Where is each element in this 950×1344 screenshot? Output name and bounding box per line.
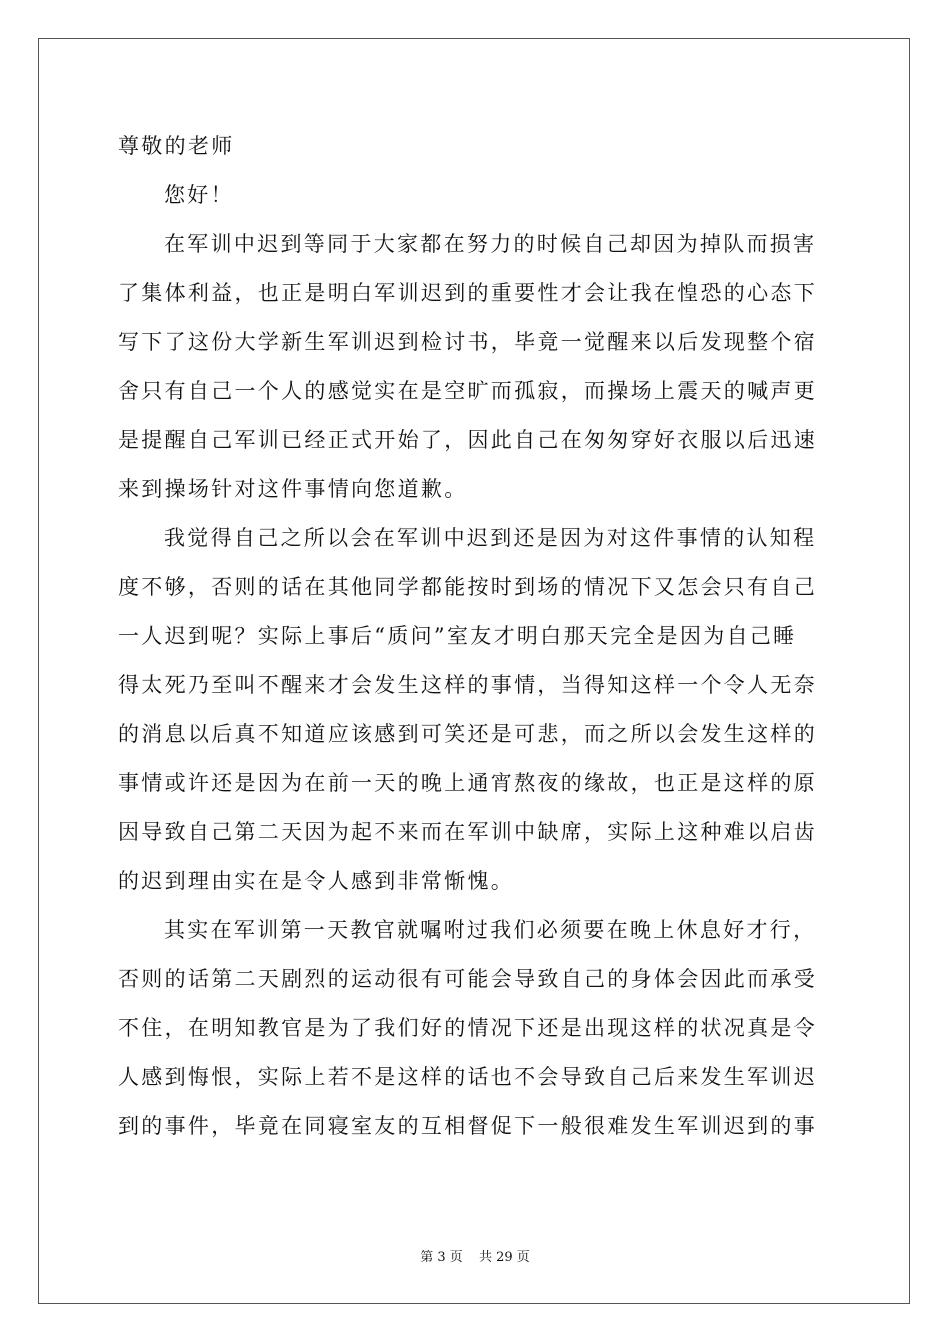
text-line: 一人迟到呢？实际上事后“质问”室友才明白那天完全是因为自己睡 [118, 624, 797, 648]
text-line: 人感到悔恨，实际上若不是这样的话也不会导致自己后来发生军训迟 [118, 1065, 817, 1089]
text-line: 得太死乃至叫不醒来才会发生这样的事情，当得知这样一个令人无奈 [118, 673, 817, 697]
document-body [118, 122, 832, 1151]
page-number: 第 3 页 [420, 1250, 463, 1265]
page-footer [0, 1248, 950, 1268]
text-line: 到的事件，毕竟在同寝室友的互相督促下一般很难发生军训迟到的事 [118, 1114, 817, 1138]
text-line: 不住，在明知教官是为了我们好的情况下还是出现这样的状况真是令 [118, 1016, 817, 1040]
text-line: 的消息以后真不知道应该感到可笑还是可悲，而之所以会发生这样的 [118, 722, 817, 746]
page-total: 共 29 页 [478, 1250, 530, 1265]
salutation: 尊敬的老师 [118, 134, 235, 158]
text-line: 写下了这份大学新生军训迟到检讨书，毕竟一觉醒来以后发现整个宿 [118, 330, 817, 354]
text-line: 您好！ [164, 183, 234, 207]
text-line: 是提醒自己军训已经正式开始了，因此自己在匆匆穿好衣服以后迅速 [118, 428, 817, 452]
text-line: 度不够，否则的话在其他同学都能按时到场的情况下又怎会只有自己 [118, 575, 817, 599]
text-line: 我觉得自己之所以会在军训中迟到还是因为对这件事情的认知程 [164, 526, 817, 550]
text-line: 的迟到理由实在是令人感到非常惭愧。 [118, 869, 515, 893]
text-line: 否则的话第二天剧烈的运动很有可能会导致自己的身体会因此而承受 [118, 967, 817, 991]
text-line: 因导致自己第二天因为起不来而在军训中缺席，实际上这种难以启齿 [118, 820, 817, 844]
text-line: 舍只有自己一个人的感觉实在是空旷而孤寂，而操场上震天的喊声更 [118, 379, 817, 403]
text-line: 事情或许还是因为在前一天的晚上通宵熬夜的缘故，也正是这样的原 [118, 771, 817, 795]
text-line: 来到操场针对这件事情向您道歉。 [118, 477, 468, 501]
text-line: 在军训中迟到等同于大家都在努力的时候自己却因为掉队而损害 [164, 232, 817, 256]
text-line: 其实在军训第一天教官就嘱咐过我们必须要在晚上休息好才行， [164, 918, 817, 942]
text-line: 了集体利益，也正是明白军训迟到的重要性才会让我在惶恐的心态下 [118, 281, 817, 305]
